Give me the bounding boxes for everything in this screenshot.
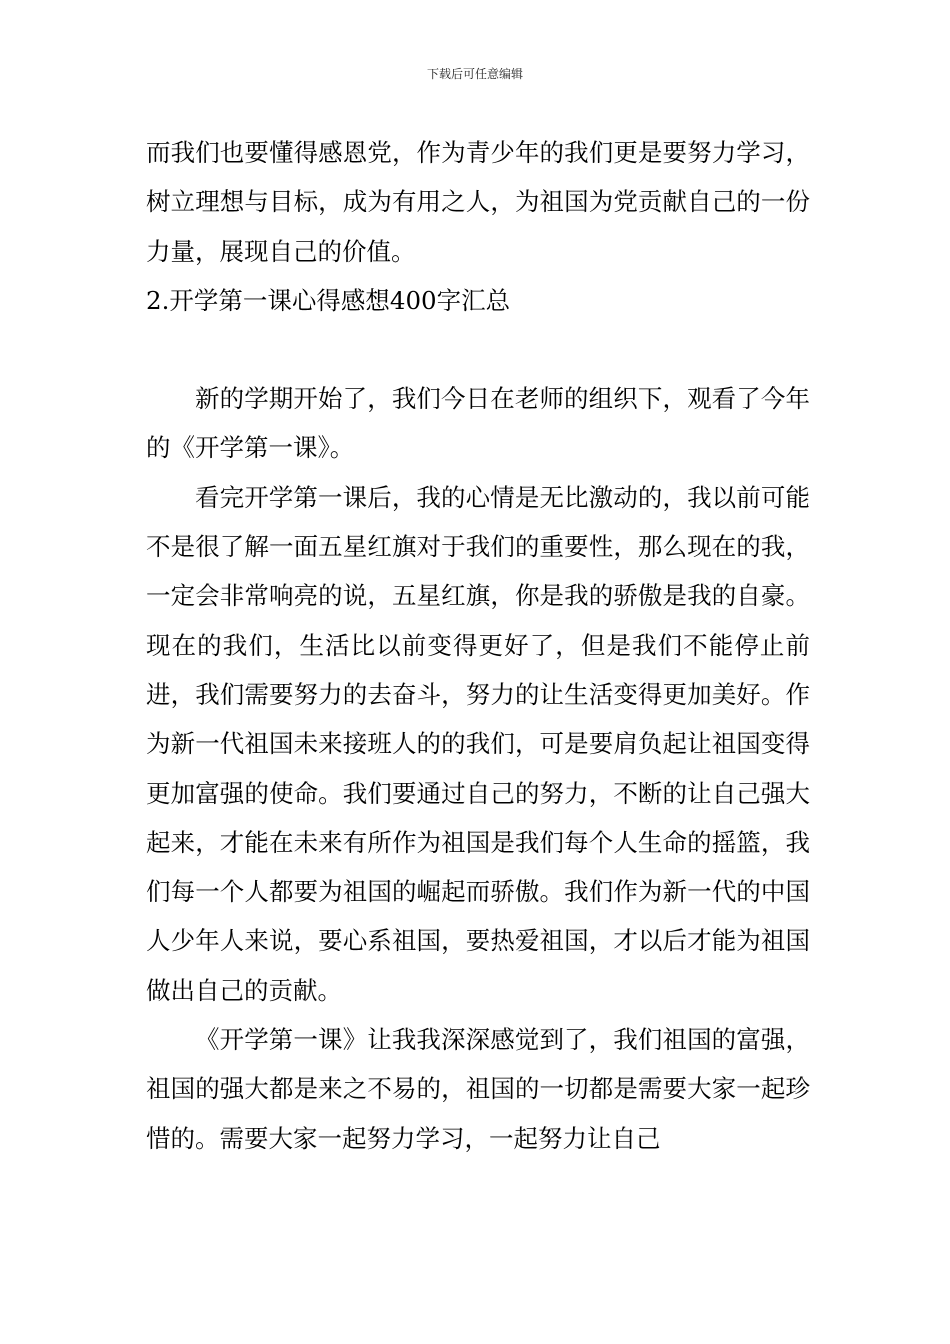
header-note: 下载后可任意编辑	[426, 67, 523, 81]
paragraph-4: 《开学第一课》让我我深深感觉到了，我们祖国的富强，祖国的强大都是来之不易的，祖国的一切都是需要大家一起珍惜的。需要大家一起努力学习，一起努力让自己	[146, 1025, 810, 1153]
section-heading: 2.开学第一课心得感想400字汇总	[146, 285, 511, 315]
paragraph-2: 新的学期开始了，我们今日在老师的组织下，观看了今年的《开学第一课》。	[146, 384, 810, 463]
paragraph-1: 而我们也要懂得感恩党，作为青少年的我们更是要努力学习，树立理想与目标，成为有用之人，为祖国为党贡献自己的一份力量，展现自己的价值。	[146, 138, 810, 266]
blank-line	[146, 325, 810, 374]
document-body	[146, 128, 810, 1163]
paragraph-3: 看完开学第一课后，我的心情是无比激动的，我以前可能不是很了解一面五星红旗对于我们的重要性，那么现在的我，一定会非常响亮的说，五星红旗，你是我的骄傲是我的自豪。现在的我们，生活比以前变得更好了，但是我们不能停止前进，我们需要努力的去奋斗，努力的让生活变得更加美好。作为新一代祖国未来接班人的的我们，可是要肩负起让祖国变得更加富强的使命。我们要通过自己的努力，不断的让自己强大起来，才能在未来有所作为祖国是我们每个人生命的摇篮，我们每一个人都要为祖国的崛起而骄傲。我们作为新一代的中国人少年人来说，要心系祖国，要热爱祖国，才以后才能为祖国做出自己的贡献。	[146, 482, 810, 1005]
